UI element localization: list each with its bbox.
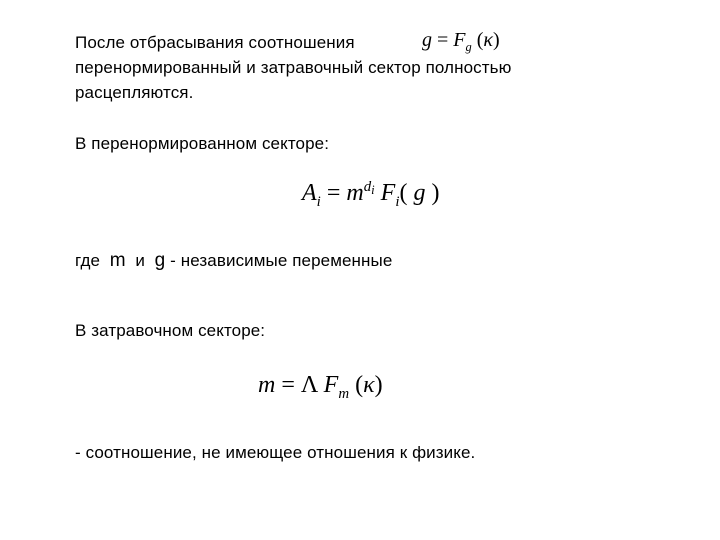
formula-bare-eq: = (281, 372, 295, 398)
formula-top-arg: κ (483, 29, 493, 51)
intro-line-1: После отбрасывания соотношения (75, 33, 355, 52)
section-bare-heading: В затравочном секторе: (75, 321, 266, 340)
where-var-m: m (109, 250, 126, 271)
formula-renorm-lhs-sub: i (316, 193, 321, 210)
formula-renorm-arg: g (413, 180, 426, 206)
where-suffix: - независимые переменные (170, 251, 393, 270)
formula-renorm-exp-group (363, 179, 375, 198)
formula-top-lhs: g (422, 29, 432, 51)
formula-top-func: F (453, 29, 466, 51)
where-line (75, 248, 392, 273)
formula-g-equals-fg-kappa (422, 29, 500, 52)
formula-renorm-paren-close: ) (431, 180, 440, 206)
formula-renorm-exp: d (363, 179, 372, 196)
section-renormalized-heading: В перенормированном секторе: (75, 134, 330, 153)
formula-renorm-base: m (346, 180, 364, 206)
formula-top-sub: g (465, 39, 472, 54)
formula-renorm-func: F (380, 180, 396, 206)
formula-bare-paren-close: ) (374, 372, 383, 398)
formula-renorm-lhs: A (302, 180, 317, 206)
where-conj: и (135, 251, 145, 270)
formula-bare-func-sub: m (338, 385, 350, 402)
formula-top-eq: = (437, 29, 449, 51)
formula-bare-paren-open: ( (355, 372, 364, 398)
formula-renorm-exp-sub: i (371, 183, 375, 198)
formula-top-paren-close: ) (492, 29, 500, 51)
formula-bare-arg: κ (363, 372, 375, 398)
formula-bare (258, 372, 383, 402)
formula-bare-lhs: m (258, 372, 276, 398)
formula-bare-func: F (323, 372, 339, 398)
formula-bare-lambda: Λ (300, 372, 318, 398)
formula-renorm-func-sub: i (395, 193, 400, 210)
formula-top-paren-open: ( (476, 29, 484, 51)
formula-renorm-eq: = (326, 180, 341, 206)
where-var-g: g (154, 250, 166, 271)
formula-renorm-paren-open: ( (399, 180, 408, 206)
where-prefix: где (75, 251, 101, 270)
intro-line-3: расцепляются. (75, 83, 194, 102)
closing-note: - соотношение, не имеющее отношения к физике. (75, 443, 476, 462)
formula-renormalized (302, 179, 440, 210)
intro-line-2: перенормированный и затравочный сектор полностью (75, 58, 512, 77)
